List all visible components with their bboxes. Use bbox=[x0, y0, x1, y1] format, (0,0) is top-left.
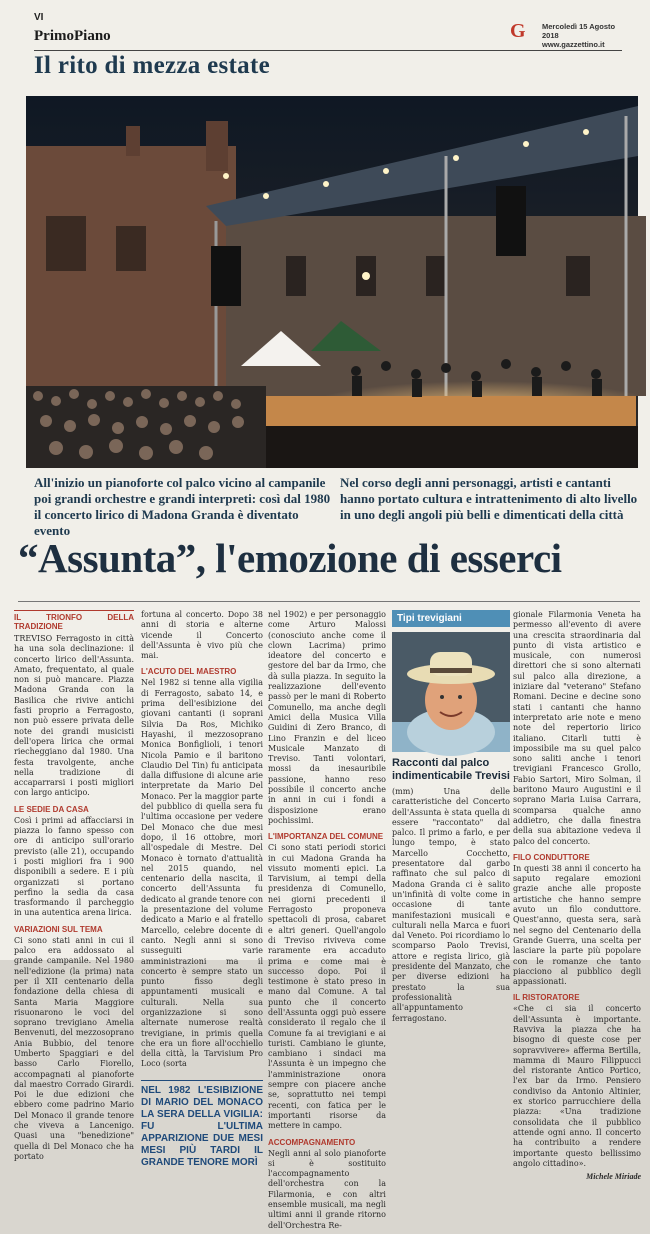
subhead: IL RISTORATORE bbox=[513, 993, 580, 1003]
sidebar-label: Tipi trevigiani bbox=[392, 610, 510, 627]
page-header bbox=[22, 6, 630, 49]
subhead: ACCOMPAGNAMENTO bbox=[268, 1137, 356, 1147]
paragraph: Ci sono stati periodi storici in cui Madona Granda ha vissuto momenti epici. La Tarvisium, ai tempi della presidenza di Comunello, nei giorni precedenti il Ferragosto proponeva spettacoli di prosa, cabaret e altri generi. Quell'angolo di Treviso riviveva come raramente era accaduto prima e come mai è successo dopo. Poi il testimone è stato preso in mano dal Comune. A tal punto che il concerto dell'Assunta oggi può essere considerato il regalo che il Comune fa ai trevigiani e ai turisti. Cambiano le giunte, cambiano i sindaci ma l'Assunta è un impegno che l'amministrazione onora sempre con piacere anche se, soprattutto nei tempi recenti, con fatica per le importanti risorse da mettere in campo. bbox=[268, 843, 386, 1131]
subhead: FILO CONDUTTORE bbox=[513, 852, 590, 862]
article-column-2 bbox=[141, 610, 263, 1169]
main-headline: “Assunta”, l'emozione di esserci bbox=[18, 535, 562, 581]
dateline bbox=[542, 22, 630, 49]
subheadline-right: Nel corso degli anni personaggi, artisti e cantanti hanno portato cultura e intrattenimento di alto livello in uno degli angoli più belli e dimenticati della città bbox=[340, 475, 638, 522]
page-number: VI bbox=[34, 12, 44, 23]
paragraph: Ci sono stati anni in cui il palco era addossato al grande campanile. Nel 1980 nell'edizione (la prima) nata per il XII centenario della fondazione della chiesa di Santa Maria Maggiore risuonarono le voci del soprano trevigiano Amelia Benvenuti, del mezzosoprano Ania Bubbio, del tenore Umberto Spaggiari e del basso Carlo Fiorello, accompagnati al pianoforte dal maestro Corrado Girardi. Poi le due edizioni che ebbero come padrino Mario Del Monaco il grande tenore che viveva a Lancenigo. Quasi una "benedizione" quella di Del Monaco che ha portato bbox=[14, 935, 134, 1161]
kicker-title: Il rito di mezza estate bbox=[34, 52, 270, 79]
newspaper-logo: G bbox=[510, 20, 526, 42]
pull-quote: NEL 1982 L'ESIBIZIONE DI MARIO DEL MONACO LA SERA DELLA VIGILIA: FU L'ULTIMA APPARIZIONE DUE MESI MESI PIÙ TARDI IL GRANDE TENORE MORÌ bbox=[141, 1080, 263, 1169]
headline-rule bbox=[18, 601, 640, 602]
sidebar-caption: Racconti dal palco indimenticabile Trevisi bbox=[392, 757, 510, 782]
subhead: VARIAZIONI SUL TEMA bbox=[14, 924, 103, 934]
sidebar-text: (mm) Una delle caratteristiche del Concerto dell'Assunta è stata quella di essere "raccontato" dal palco. Il primo a farlo, e per lungo tempo, è stato Marcello Cocchetto, presentatore dal garbo raffinato che sul palco di Madona Granda ci è salito un'infinità di volte come in occasione di tante manifestazioni musicali e culturali nella Marca e fuori dal Veneto. Poi ricordiamo lo scomparso Paolo Trevisi, attore e regista lirico, già presidente del Manzato, che per diverse edizioni ha prestato la sua professionalità all'appuntamento ferragostano. bbox=[392, 787, 510, 1023]
website: www.gazzettino.it bbox=[542, 40, 605, 49]
sidebar-box bbox=[392, 610, 510, 1024]
subheadline-left: All'inizio un pianoforte col palco vicino al campanile poi grandi orchestre e grandi interpreti: così dal 1980 il concerto lirico di Madona Granda è diventato evento bbox=[34, 475, 331, 538]
header-rule bbox=[34, 50, 622, 51]
paragraph: «Che ci sia il concerto dell'Assunta è importante. Ravviva la piazza che ha bisogno di queste cose per sopravvivere» afferma Bertilla, mamma di Mauro Filippucci del ristorante Antico Portico, l'ex bar da Irmo. Pensiero condiviso da Antonio Altinier, ex storico parrucchiere della piazza: «Una tradizione consolidata che il pubblico attende ogni anno. Il concerto ha contribuito a rendere importante questo bellissimo angolo cittadino». bbox=[513, 1004, 641, 1168]
article-column-5 bbox=[513, 610, 641, 1181]
subhead: L'ACUTO DEL MAESTRO bbox=[141, 667, 237, 677]
concert-illustration bbox=[26, 96, 638, 468]
paragraph: fortuna al concerto. Dopo 38 anni di storia e alterne vicende il Concerto dell'Assunta è vivo più che mai. bbox=[141, 610, 263, 661]
paragraph: gionale Filarmonia Veneta ha permesso all'evento di avere una crescita straordinaria dal punto di vista artistico e musicale, con numerosi direttori che si sono alternati sul palco alla direzione, a iniziare dal "veterano" Stefano Romani. Decine e decine sono stati i cantanti che hanno interpretato arie note e meno note del repertorio lirico italiano. Citarli tutti è impossibile ma su quel palco sono saliti anche i tenori trevigiani Francesco Grollo, Fabio Sartori, Miro Solman, il baritono Mauro Augustini e il soprano Maria Luisa Carrara, scomparsa qualche anno addietro, che dalla finestra della sua abitazione vedeva il palco del concerto. bbox=[513, 610, 641, 846]
portrait-photo bbox=[392, 632, 510, 752]
article-column-1 bbox=[14, 610, 134, 1165]
paragraph: In questi 38 anni il concerto ha saputo regalare emozioni grazie anche alle proposte artistiche che hanno sempre avuto un filo conduttore. Quest'anno, questa sera, sarà nel segno del Centenario della Grande Guerra, una scelta per lasciare la parte più popolare con le romanze che tanto piacciono al pubblico degli appassionati. bbox=[513, 863, 641, 987]
author-signature: Michele Miriade bbox=[586, 1172, 641, 1182]
paragraph: nel 1902) e per personaggio come Arturo Malossi (conosciuto anche come il clown Lacrima) primo ideatore del concerto e gestore del bar da Irmo, che dà sulla piazza. In seguito la realizzazione dell'evento passò per le mani di Roberto Comunello, ma anche degli Amici della Musica Villa Guidini di Zero Branco, di Lino Franzin e del liceo Musicale Manzato di Treviso. Tanti volontari, mossi da inesauribile passione, hanno reso possibile il concerto anche in anni in cui i fondi a disposizione erano pochissimi. bbox=[268, 610, 386, 825]
paragraph: Negli anni al solo pianoforte si è sostituito l'accompagnamento dell'orchestra con la Filarmonia, e con altri ensemble musicali, ma negli ultimi anni il grande ritorno dell'Orchestra Re- bbox=[268, 1148, 386, 1230]
subhead: LE SEDIE DA CASA bbox=[14, 804, 89, 814]
subhead: L'IMPORTANZA DEL COMUNE bbox=[268, 832, 384, 842]
paragraph: Così i primi ad affacciarsi in piazza lo fanno spesso con ore di anticipo sull'orario previsto (alle 21), occupando i posti migliori fra i 900 disponibili a sedere. E i più organizzati si portano perfino la sedia da casa trasformando il parcheggio in una autentica arena lirica. bbox=[14, 815, 134, 918]
paragraph: TREVISO Ferragosto in città ha una sola declinazione: il concerto lirico dell'Assunta. Amato, frequentato, al quale non si può mancare. Piazza Madona Granda con la Basilica che rivive antichi fasti proprio a Ferragosto, non può essere privata delle note dei grandi musicisti dell'opera lirica che ormai riecheggiano dal 1980. Una festa travolgente, anche nella tradizione di accaparrarsi i posti migliori con largo anticipo. bbox=[14, 634, 134, 798]
section-title: PrimoPiano bbox=[34, 28, 111, 44]
column-label: IL TRIONFO DELLA TRADIZIONE bbox=[14, 610, 134, 631]
paragraph: Nel 1982 si tenne alla vigilia di Ferragosto, sabato 14, e prima dell'esibizione dei giovani cantanti (i soprani Silvia Da Ros, Michiko Hayashi, il mezzosoprano Monica Bonfiglioli, i tenori Nicola Pamio e il baritono Claudio Del Tin) fu anticipata dalla diffusione di alcune arie interpretate da Mario Del Monaco. Per la maggior parte del pubblico di quella sera fu l'ultima occasione per vedere Del Monaco che due mesi dopo, il 16 ottobre, morì all'ospedale di Mestre. Del Monaco è tornato d'attualità nel 2015 quando, nel centenario della nascita, il concerto dell'Assunta fu dedicato al grande tenore con la presentazione del volume dedicato a Mario e al fratello Marcello, celebre docente di canto. Negli anni si sono susseguiti varie amministrazioni ma il concerto è sempre stato un punto fisso degli appuntamenti musicali e culturali. Nella sua organizzazione si sono alternate numerose realtà trevigiane, in primis quella che era un fiore all'occhiello della città, la Tarvisium Pro Loco (sorta bbox=[141, 678, 263, 1069]
issue-date: Mercoledì 15 Agosto 2018 bbox=[542, 22, 616, 40]
concert-photo bbox=[26, 96, 638, 468]
article-column-3 bbox=[268, 610, 386, 1234]
man-with-hat-illustration bbox=[392, 632, 510, 752]
